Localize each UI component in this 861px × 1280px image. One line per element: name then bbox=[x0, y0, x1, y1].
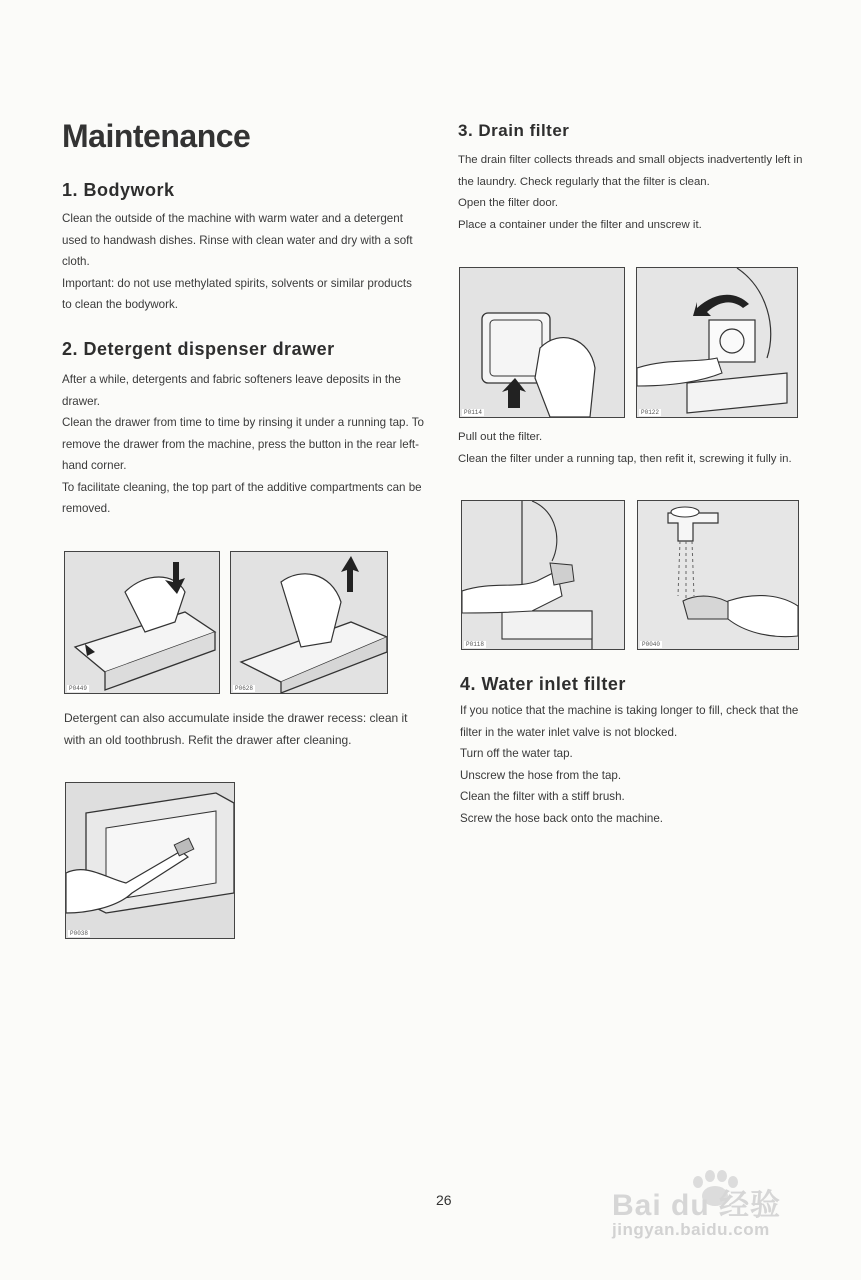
watermark-brand: Bai du 经验 bbox=[612, 1189, 782, 1222]
drawer-recess-text bbox=[64, 708, 424, 751]
compartment-removal-illustration bbox=[231, 552, 387, 693]
bodywork-paragraph: Clean the outside of the machine with warm water and a detergent used to handwash dishes. Rinse with clean water and dry with a soft cloth. bbox=[62, 212, 413, 268]
drain-filter-text-after bbox=[458, 427, 820, 470]
page-number: 26 bbox=[436, 1192, 452, 1208]
rinse-filter-illustration bbox=[638, 501, 798, 649]
figure-code: P0118 bbox=[466, 641, 485, 648]
figure-rinse-filter bbox=[637, 500, 799, 650]
page-title: Maintenance bbox=[62, 118, 251, 154]
detergent-paragraph: After a while, detergents and fabric softeners leave deposits in the drawer. bbox=[62, 373, 401, 408]
baidu-watermark bbox=[612, 1160, 812, 1250]
detergent-paragraph: To facilitate cleaning, the top part of the additive compartments can be removed. bbox=[62, 480, 422, 515]
bodywork-text bbox=[62, 208, 424, 316]
figure-compartment-removal bbox=[230, 551, 388, 694]
heading-drain-filter: 3. Drain filter bbox=[458, 121, 570, 140]
figure-code: P0628 bbox=[235, 685, 254, 692]
heading-water-inlet-filter: 4. Water inlet filter bbox=[460, 674, 626, 694]
heading-detergent-drawer: 2. Detergent dispenser drawer bbox=[62, 339, 335, 359]
water-inlet-paragraph: Unscrew the hose from the tap. bbox=[460, 768, 622, 782]
drain-paragraph: The drain filter collects threads and small objects inadvertently left in the laundry. Check regularly that the filter is clean. bbox=[458, 154, 803, 188]
heading-bodywork: 1. Bodywork bbox=[62, 180, 175, 200]
figure-toothbrush-cleaning bbox=[65, 782, 235, 939]
toothbrush-illustration bbox=[66, 783, 234, 938]
figure-unscrew-filter bbox=[636, 267, 798, 418]
figure-code: P0122 bbox=[641, 409, 660, 416]
water-inlet-paragraph: Screw the hose back onto the machine. bbox=[460, 811, 664, 825]
detergent-paragraph: Clean the drawer from time to time by rinsing it under a running tap. To remove the drawer from the machine, press the button in the rear left-hand corner. bbox=[62, 416, 424, 472]
recess-paragraph: Detergent can also accumulate inside the drawer recess: clean it with an old toothbrush. Refit the drawer after cleaning. bbox=[64, 711, 408, 747]
water-inlet-paragraph: Clean the filter with a stiff brush. bbox=[460, 790, 625, 803]
figure-code: P0038 bbox=[70, 930, 89, 937]
watermark-url: jingyan.baidu.com bbox=[612, 1220, 770, 1239]
drain-paragraph: Open the filter door. bbox=[458, 197, 559, 209]
water-inlet-paragraph: Turn off the water tap. bbox=[460, 747, 573, 760]
pull-filter-illustration bbox=[462, 501, 624, 649]
drawer-removal-illustration bbox=[65, 552, 219, 693]
drain-paragraph: Clean the filter under a running tap, then refit it, screwing it fully in. bbox=[458, 452, 792, 465]
drain-paragraph: Place a container under the filter and unscrew it. bbox=[458, 218, 702, 231]
unscrew-filter-illustration bbox=[637, 268, 797, 417]
drain-paragraph: Pull out the filter. bbox=[458, 431, 543, 443]
figure-open-filter-door bbox=[459, 267, 625, 418]
figure-code: P0449 bbox=[69, 685, 88, 692]
figure-pull-out-filter bbox=[461, 500, 625, 650]
figure-drawer-removal bbox=[64, 551, 220, 694]
water-inlet-paragraph: If you notice that the machine is taking longer to fill, check that the filter in the water inlet valve is not blocked. bbox=[460, 704, 799, 739]
filter-door-illustration bbox=[460, 268, 624, 417]
water-inlet-text bbox=[460, 700, 822, 829]
bodywork-paragraph: Important: do not use methylated spirits, solvents or similar products to clean the bodywork. bbox=[62, 276, 412, 311]
drain-filter-text bbox=[458, 150, 820, 236]
figure-code: P0114 bbox=[464, 409, 483, 416]
detergent-drawer-text bbox=[62, 369, 424, 520]
figure-code: P0040 bbox=[642, 641, 661, 648]
